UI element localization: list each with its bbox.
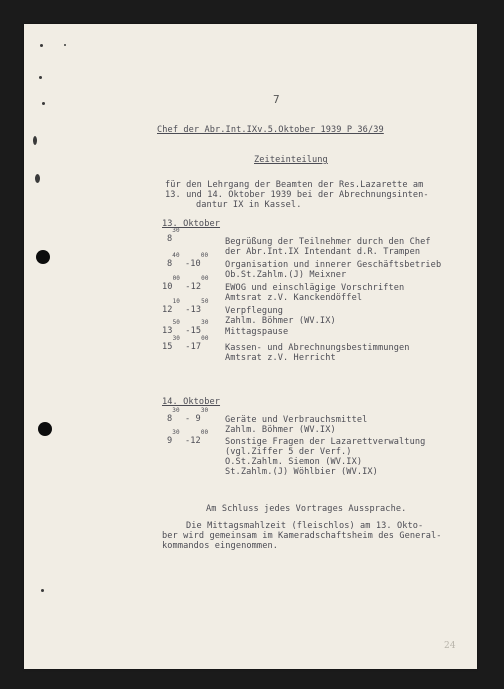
margin-speck	[64, 44, 66, 46]
note-line: Die Mittagsmahlzeit (fleischlos) am 13. Okto-	[186, 521, 424, 531]
time-slot: $8^{30}$	[167, 227, 180, 244]
time-slot: $8^{30} - 9^{30}$	[167, 407, 209, 424]
day-heading: 14. Oktober	[162, 397, 221, 407]
time-slot: $13^{50}$ $-15^{30}$	[162, 319, 209, 336]
time-slot: $12^{10}$ $-13^{50}$	[162, 298, 209, 315]
time-slot: $15^{30}$ $-17^{00}$	[162, 335, 209, 352]
agenda-line: Kassen- und Abrechnungsbestimmungen	[225, 343, 410, 353]
intro-line: für den Lehrgang der Beamten der Res.Lazarette am	[165, 180, 424, 190]
margin-speck	[35, 174, 40, 183]
time-slot: $10^{00}$ $-12^{00}$	[162, 275, 209, 292]
agenda-line: Geräte und Verbrauchsmittel	[225, 415, 368, 425]
agenda-line: der Abr.Int.IX Intendant d.R. Trampen	[225, 247, 421, 257]
margin-speck	[40, 44, 43, 47]
margin-speck	[33, 136, 37, 145]
agenda-line: O.St.Zahlm. Siemon (WV.IX)	[225, 457, 363, 467]
punch-hole-bottom	[38, 422, 52, 436]
intro-line: 13. und 14. Oktober 1939 bei der Abrechnungsinten-	[165, 190, 429, 200]
margin-speck	[42, 102, 45, 105]
agenda-line: St.Zahlm.(J) Wöhlbier (WV.IX)	[225, 467, 378, 477]
agenda-line: Zahlm. Böhmer (WV.IX)	[225, 425, 336, 435]
time-slot: $9^{30}$ $-12^{00}$	[167, 429, 209, 446]
agenda-line: Amtsrat z.V. Herricht	[225, 353, 336, 363]
document-heading: Zeiteinteilung	[254, 155, 328, 165]
agenda-line: Sonstige Fragen der Lazarettverwaltung	[225, 437, 426, 447]
corner-mark: 24	[444, 641, 456, 651]
agenda-line: Ob.St.Zahlm.(J) Meixner	[225, 270, 347, 280]
intro-line: dantur IX in Kassel.	[196, 200, 302, 210]
agenda-line: Amtsrat z.V. Kanckendöffel	[225, 293, 363, 303]
closing-remark: Am Schluss jedes Vortrages Aussprache.	[206, 504, 407, 514]
agenda-line: Verpflegung	[225, 306, 284, 316]
agenda-line: Mittagspause	[225, 327, 289, 337]
agenda-line: Organisation und innerer Geschäftsbetrieb	[225, 260, 442, 270]
page-number: 7	[273, 93, 280, 106]
margin-speck	[41, 589, 44, 592]
margin-speck	[39, 76, 42, 79]
day-heading: 13. Oktober	[162, 219, 221, 229]
agenda-line: (vgl.Ziffer 5 der Verf.)	[225, 447, 352, 457]
document-page	[24, 24, 477, 669]
note-line: kommandos eingenommen.	[162, 541, 279, 551]
time-slot: $8^{40}$ $-10^{00}$	[167, 252, 209, 269]
agenda-line: EWOG und einschlägige Vorschriften	[225, 283, 405, 293]
reference-line: Chef der Abr.Int.IXv.5.Oktober 1939 P 36/39	[157, 125, 384, 135]
punch-hole-top	[36, 250, 50, 264]
agenda-line: Begrüßung der Teilnehmer durch den Chef	[225, 237, 431, 247]
agenda-line: Zahlm. Böhmer (WV.IX)	[225, 316, 336, 326]
note-line: ber wird gemeinsam im Kameradschaftsheim des General-	[162, 531, 442, 541]
